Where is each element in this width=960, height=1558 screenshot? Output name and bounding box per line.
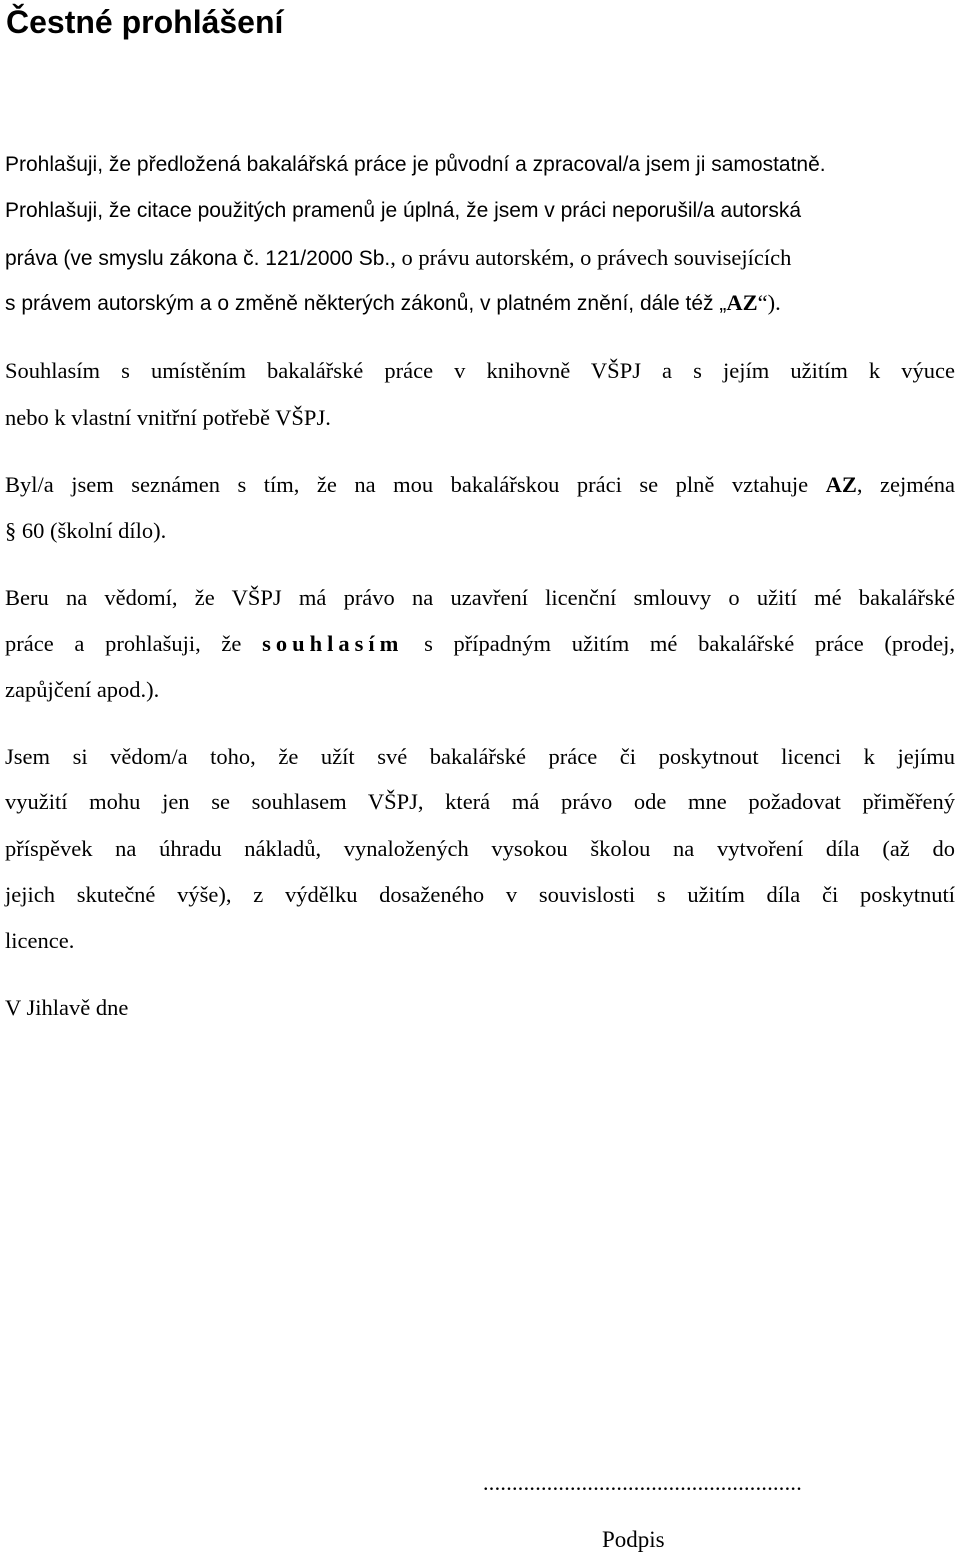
signature-label: Podpis: [602, 1527, 665, 1552]
paragraph-text: , o právu autorském, o právech souvisejících: [390, 245, 792, 270]
paragraph-text: práce a prohlašuji, že: [5, 631, 263, 656]
az-abbreviation: AZ: [825, 472, 857, 497]
paragraph-line: Prohlašuji, že citace použitých pramenů je úplná, že jsem v práci neporušil/a autorská: [5, 199, 802, 222]
paragraph-line: Prohlašuji, že předložená bakalářská práce je původní a zpracoval/a jsem ji samostatně.: [5, 153, 826, 176]
paragraph-line: využití mohu jen se souhlasem VŠPJ, která má právo ode mne požadovat přiměřený: [5, 789, 955, 814]
paragraph-text: “).: [757, 290, 781, 315]
paragraph-line: nebo k vlastní vnitřní potřebě VŠPJ.: [5, 405, 331, 430]
paragraph-line: Beru na vědomí, že VŠPJ má právo na uzavření licenční smlouvy o užití mé bakalářské: [5, 585, 955, 610]
paragraph-line: § 60 (školní dílo).: [5, 518, 167, 543]
signature-line: .......................................................: [483, 1470, 802, 1495]
paragraph-line: [5, 470, 955, 500]
paragraph-line: Souhlasím s umístěním bakalářské práce v knihovně VŠPJ a s jejím užitím k výuce: [5, 358, 955, 383]
paragraph-line: [5, 629, 955, 659]
paragraph-line: zapůjčení apod.).: [5, 677, 160, 702]
paragraph-text: Byl/a jsem seznámen s tím, že na mou bakalářskou práci se plně vztahuje: [5, 472, 826, 497]
place-date-line: V Jihlavě dne: [5, 995, 129, 1020]
paragraph-line: příspěvek na úhradu nákladů, vynaložených vysokou školou na vytvoření díla (až do: [5, 836, 955, 861]
paragraph-line: [5, 288, 955, 319]
paragraph-line: [5, 243, 955, 274]
paragraph-line: licence.: [5, 928, 75, 953]
law-citation: práva (ve smyslu zákona č. 121/2000 Sb.: [5, 247, 391, 270]
paragraph-line: jejich skutečné výše), z výdělku dosaženého v souvislosti s užitím díla či poskytnutí: [5, 882, 955, 907]
paragraph-text: s právem autorským a o změně některých zákonů, v platném znění, dále též „: [5, 292, 727, 315]
agree-word: souhlasím: [262, 631, 404, 656]
paragraph-text: s případným užitím mé bakalářské práce (prodej,: [403, 631, 955, 656]
az-abbreviation: AZ: [726, 290, 758, 315]
paragraph-text: , zejména: [856, 472, 955, 497]
page-title: Čestné prohlášení: [6, 4, 284, 40]
paragraph-line: Jsem si vědom/a toho, že užít své bakalářské práce či poskytnout licenci k jejímu: [5, 744, 955, 769]
